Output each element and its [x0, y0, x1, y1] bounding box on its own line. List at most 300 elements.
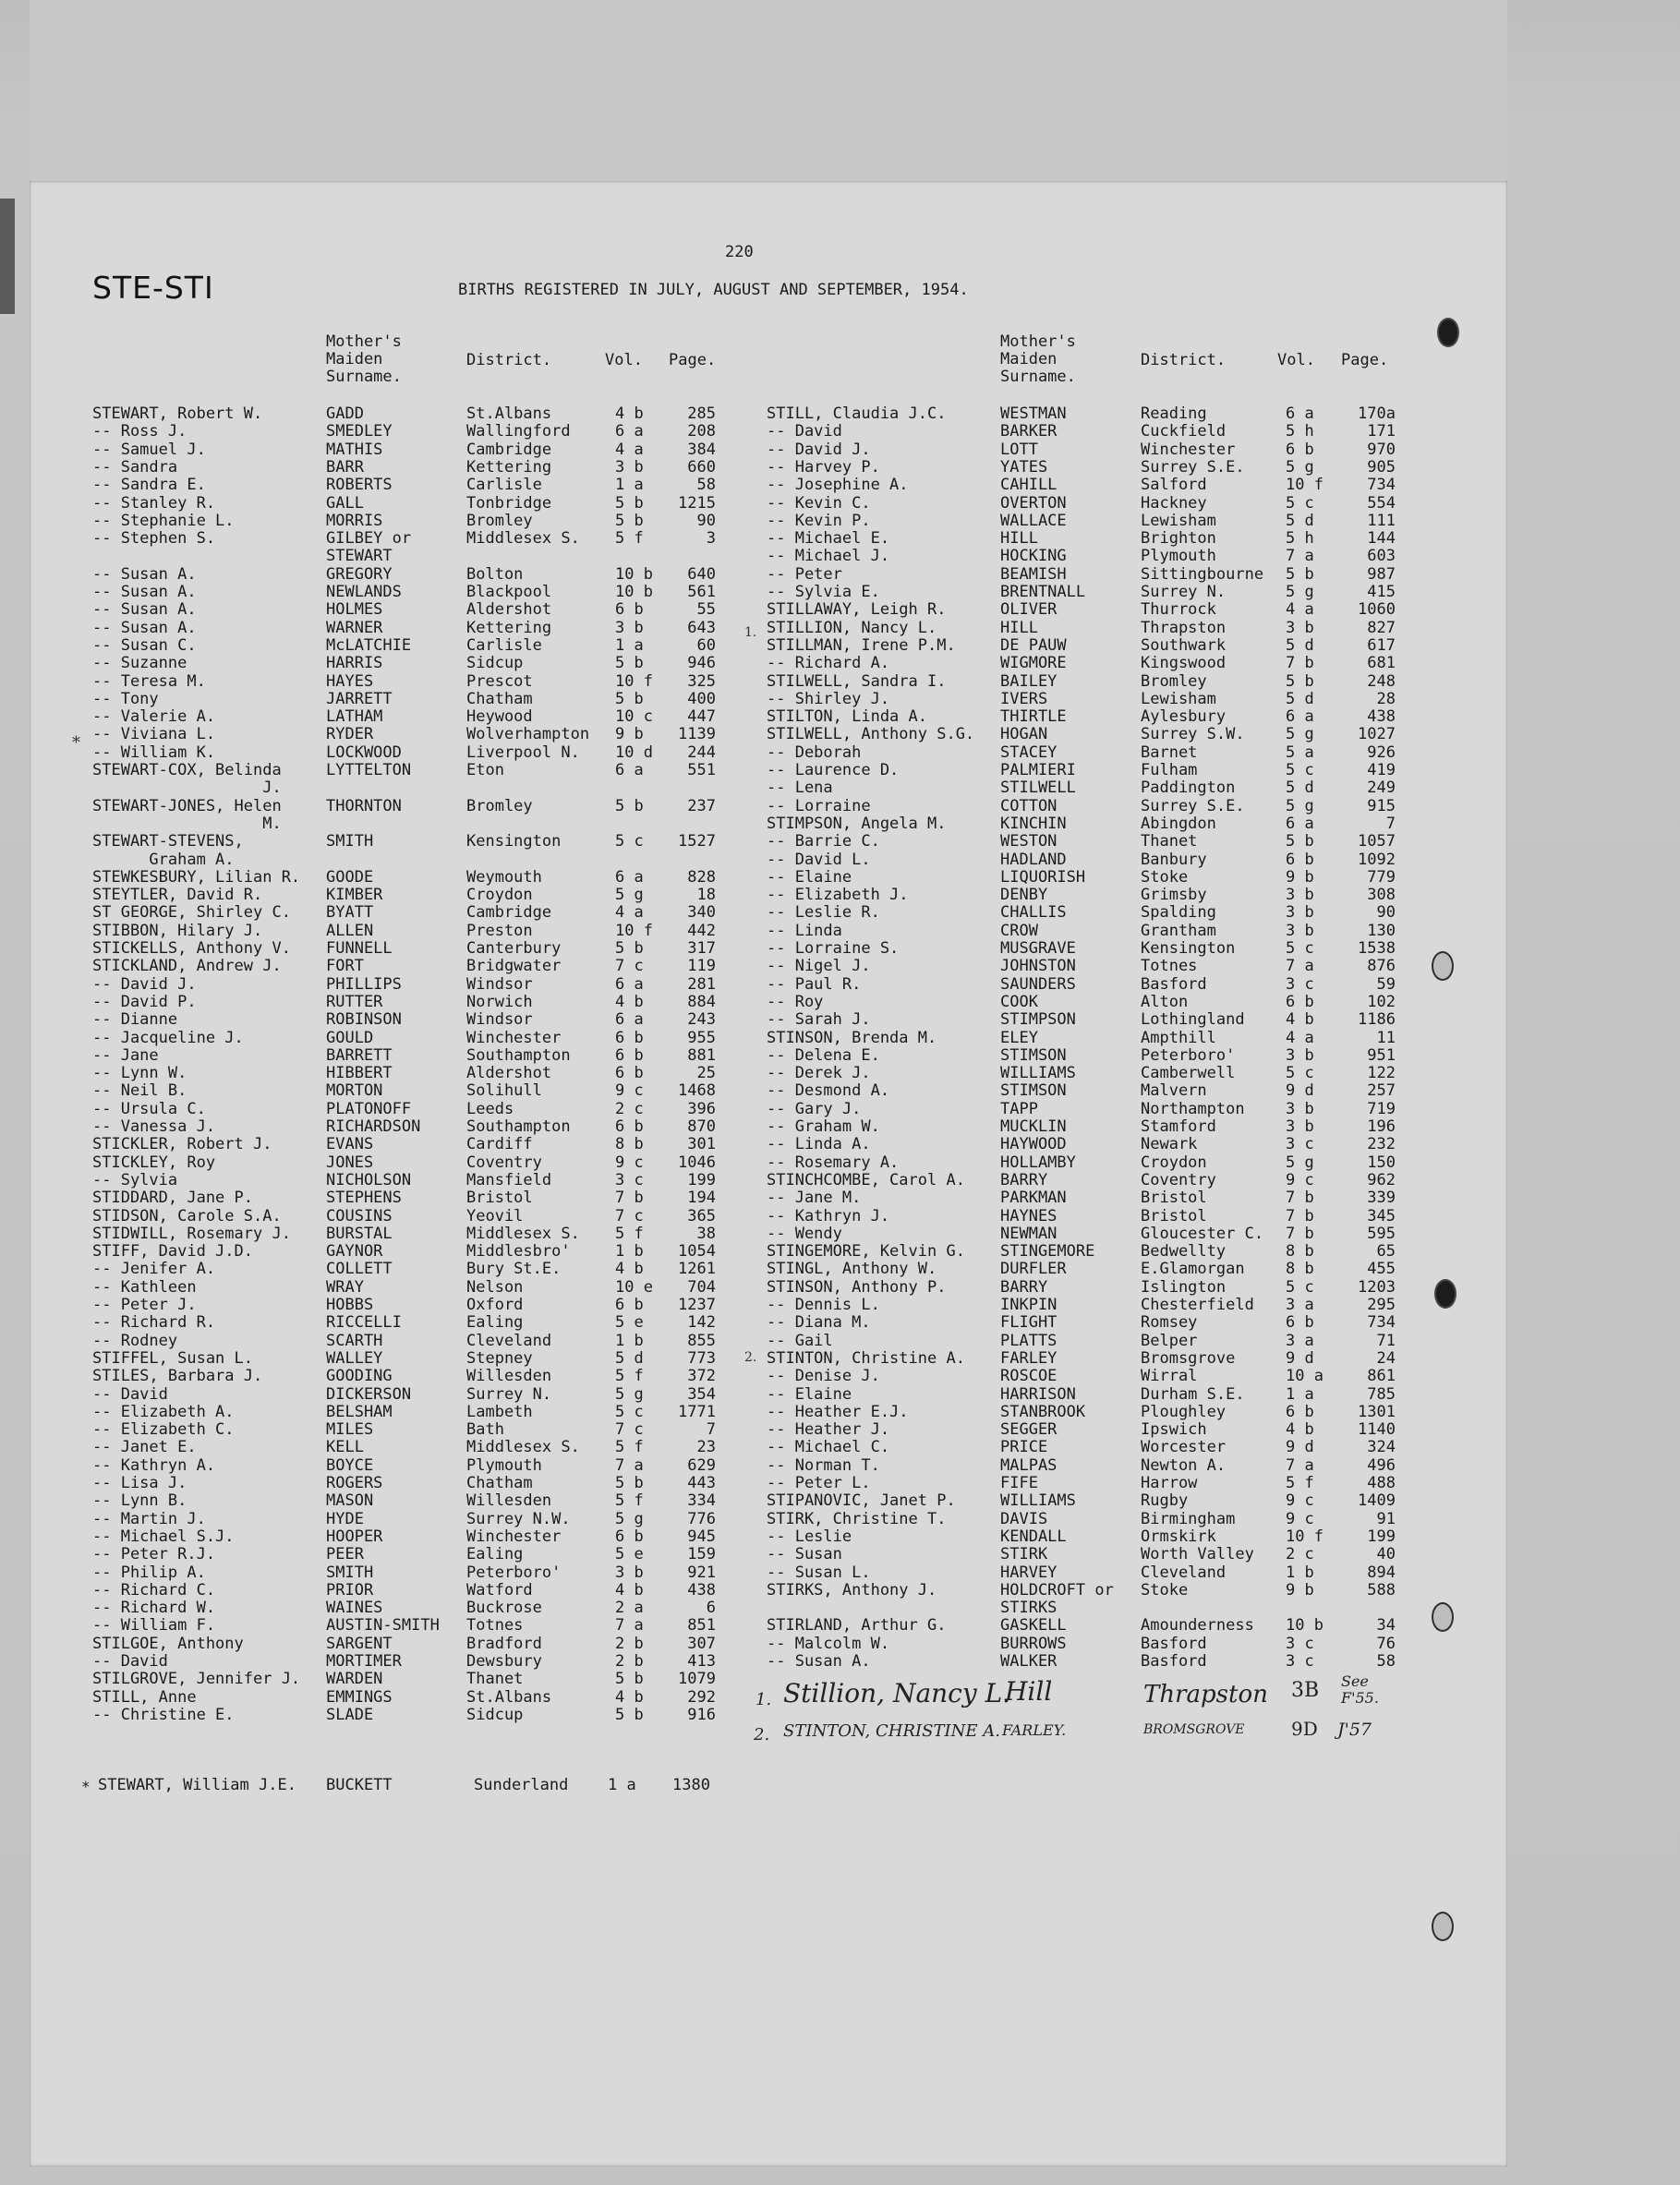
- entry-mother: COTTON: [1000, 797, 1058, 815]
- entry-district: Middlesex S.: [466, 1438, 580, 1456]
- entry-name: -- Paul R.: [767, 975, 862, 994]
- entry-mother: RYDER: [326, 725, 374, 743]
- entry-mother: BEAMISH: [1000, 565, 1067, 584]
- entry-name: STEWART-COX, Belinda: [92, 761, 282, 779]
- entry-mother: RICHARDSON: [326, 1117, 421, 1136]
- entry-district: Basford: [1141, 975, 1207, 994]
- entry-page: 415: [1367, 583, 1396, 601]
- entry-name: -- David P.: [92, 993, 197, 1011]
- entry-mother: HOGAN: [1000, 725, 1048, 743]
- footnote-district: Sunderland: [474, 1776, 569, 1794]
- entry-vol: 5 b: [615, 939, 644, 958]
- entry-district: Cardiff: [466, 1135, 533, 1153]
- entry-district: Ormskirk: [1141, 1527, 1216, 1546]
- entry-district: Surrey N.: [466, 1385, 552, 1404]
- entry-vol: 6 b: [1286, 851, 1314, 869]
- entry-mother: STIRKS: [1000, 1599, 1058, 1617]
- entry-vol: 4 b: [615, 404, 644, 423]
- entry-name: -- Lynn W.: [92, 1064, 187, 1082]
- entry-district: Sittingbourne: [1141, 565, 1264, 584]
- entry-mother: PHILLIPS: [326, 975, 402, 994]
- entry-vol: 5 d: [1286, 690, 1314, 708]
- entry-page: 199: [1367, 1527, 1396, 1546]
- page-title: BIRTHS REGISTERED IN JULY, AUGUST AND SEPTEMBER, 1954.: [458, 281, 969, 299]
- entry-mother: STEPHENS: [326, 1189, 402, 1207]
- entry-vol: 10 e: [615, 1278, 653, 1297]
- header-page: Page.: [1341, 351, 1389, 369]
- entry-district: Kensington: [1141, 939, 1236, 958]
- entry-mother: AUSTIN-SMITH: [326, 1616, 440, 1635]
- entry-name: -- David: [767, 422, 842, 441]
- entry-mother: HARRIS: [326, 654, 383, 672]
- entry-district: Northampton: [1141, 1100, 1245, 1118]
- entry-page: 60: [696, 636, 716, 655]
- entry-mother: STILWELL: [1000, 779, 1076, 797]
- entry-mother: STIMSON: [1000, 1081, 1067, 1100]
- entry-district: Solihull: [466, 1081, 542, 1100]
- entry-name: -- Valerie A.: [92, 707, 216, 726]
- entry-name: -- Peter: [767, 565, 842, 584]
- entry-mother: MORRIS: [326, 512, 383, 530]
- entry-district: Oxford: [466, 1296, 524, 1314]
- entry-name: -- Michael S.J.: [92, 1527, 235, 1546]
- entry-mother: DE PAUW: [1000, 636, 1067, 655]
- entry-mother: STIMPSON: [1000, 1010, 1076, 1029]
- entry-name: -- Wendy: [767, 1225, 842, 1243]
- entry-district: Camberwell: [1141, 1064, 1236, 1082]
- entry-vol: 7 a: [615, 1616, 644, 1635]
- entry-vol: 10 f: [1286, 1527, 1323, 1546]
- entry-mother: BURROWS: [1000, 1635, 1067, 1653]
- entry-name: -- Gail: [767, 1332, 833, 1350]
- entry-name: -- Lorraine S.: [767, 939, 900, 958]
- entry-name: STILTON, Linda A.: [767, 707, 927, 726]
- entry-vol: 10 b: [1286, 1616, 1323, 1635]
- entry-mother: HOCKING: [1000, 547, 1067, 565]
- entry-mother: STEWART: [326, 547, 393, 565]
- entry-mother: ELEY: [1000, 1029, 1038, 1047]
- entry-page: 855: [687, 1332, 716, 1350]
- entry-name: STIPANOVIC, Janet P.: [767, 1491, 956, 1510]
- footnote-vol: 1 a: [608, 1776, 636, 1794]
- entry-district: Kingswood: [1141, 654, 1227, 672]
- entry-page: 3: [706, 529, 716, 548]
- entry-district: Bridgwater: [466, 957, 562, 975]
- entry-district: Heywood: [466, 707, 533, 726]
- entry-name: -- Stephanie L.: [92, 512, 235, 530]
- entry-page: 281: [687, 975, 716, 994]
- entry-page: 603: [1367, 547, 1396, 565]
- hw-name: STINTON, CHRISTINE A.: [783, 1721, 1000, 1741]
- entry-vol: 2 c: [1286, 1545, 1314, 1563]
- entry-page: 905: [1367, 458, 1396, 477]
- entry-mother: TAPP: [1000, 1100, 1038, 1118]
- entry-vol: 8 b: [1286, 1260, 1314, 1278]
- entry-vol: 5 c: [1286, 494, 1314, 513]
- entry-name: -- Susan A.: [767, 1652, 871, 1671]
- entry-district: Kettering: [466, 458, 552, 477]
- entry-district: Stoke: [1141, 868, 1189, 887]
- entry-mother: PEER: [326, 1545, 364, 1563]
- footnote-page: 1380: [672, 1776, 710, 1794]
- entry-district: Surrey N.: [1141, 583, 1227, 601]
- entry-mother: HOBBS: [326, 1296, 374, 1314]
- entry-page: 704: [687, 1278, 716, 1297]
- entry-page: 58: [1376, 1652, 1396, 1671]
- entry-mother: WARNER: [326, 619, 383, 637]
- entry-vol: 6 a: [1286, 815, 1314, 833]
- entry-vol: 5 e: [615, 1545, 644, 1563]
- entry-district: Cleveland: [1141, 1563, 1227, 1582]
- entry-mother: CHALLIS: [1000, 903, 1067, 922]
- entry-district: Winchester: [466, 1029, 562, 1047]
- entry-mother: YATES: [1000, 458, 1048, 477]
- entry-page: 588: [1367, 1581, 1396, 1600]
- entry-name: -- Linda: [767, 922, 842, 940]
- entry-name: -- Sandra E.: [92, 476, 206, 494]
- entry-vol: 7 a: [1286, 1456, 1314, 1475]
- header-district: District.: [466, 351, 552, 369]
- entry-name: -- Susan A.: [92, 565, 197, 584]
- entry-district: Windsor: [466, 1010, 533, 1029]
- entry-page: 111: [1367, 512, 1396, 530]
- entry-vol: 5 d: [1286, 779, 1314, 797]
- entry-mother: BRENTNALL: [1000, 583, 1086, 601]
- entry-district: Malvern: [1141, 1081, 1207, 1100]
- entry-vol: 10 b: [615, 583, 653, 601]
- entry-mother: HADLAND: [1000, 851, 1067, 869]
- entry-mother: FARLEY: [1000, 1349, 1058, 1368]
- entry-district: Cleveland: [466, 1332, 552, 1350]
- entry-vol: 9 c: [615, 1153, 644, 1172]
- entry-mother: SCARTH: [326, 1332, 383, 1350]
- entry-page: 861: [1367, 1367, 1396, 1385]
- entry-name: STIDDARD, Jane P.: [92, 1189, 253, 1207]
- entry-district: Abingdon: [1141, 815, 1216, 833]
- entry-name: STINGEMORE, Kelvin G.: [767, 1242, 965, 1261]
- entry-mother: HOOPER: [326, 1527, 383, 1546]
- entry-page: 372: [687, 1367, 716, 1385]
- entry-page: 455: [1367, 1260, 1396, 1278]
- entry-page: 945: [687, 1527, 716, 1546]
- entry-page: 1057: [1358, 832, 1396, 851]
- entry-vol: 9 c: [615, 1081, 644, 1100]
- entry-name: J.: [92, 779, 282, 797]
- entry-page: 170a: [1358, 404, 1396, 423]
- entry-vol: 5 b: [615, 512, 644, 530]
- entry-name: STINSON, Brenda M.: [767, 1029, 937, 1047]
- entry-district: Ipswich: [1141, 1420, 1207, 1439]
- entry-district: Spalding: [1141, 903, 1216, 922]
- entry-district: Rugby: [1141, 1491, 1189, 1510]
- entry-mother: PRICE: [1000, 1438, 1048, 1456]
- entry-mother: RICCELLI: [326, 1313, 402, 1332]
- entry-mother: RUTTER: [326, 993, 383, 1011]
- entry-name: STEWKESBURY, Lilian R.: [92, 868, 301, 887]
- entry-district: Amounderness: [1141, 1616, 1254, 1635]
- entry-vol: 3 b: [1286, 1117, 1314, 1136]
- entry-mother: IVERS: [1000, 690, 1048, 708]
- entry-mother: MATHIS: [326, 441, 383, 459]
- entry-district: Cambridge: [466, 903, 552, 922]
- entry-district: Aylesbury: [1141, 707, 1227, 726]
- entry-district: Canterbury: [466, 939, 562, 958]
- entry-district: Bristol: [1141, 1189, 1207, 1207]
- hw-mother: FARLEY.: [1002, 1721, 1067, 1739]
- entry-name: STICKLAND, Andrew J.: [92, 957, 282, 975]
- entry-mother: GOODE: [326, 868, 374, 887]
- entry-district: Grantham: [1141, 922, 1216, 940]
- entry-district: Fulham: [1141, 761, 1198, 779]
- entry-page: 7: [1385, 815, 1396, 833]
- entry-mother: STINGEMORE: [1000, 1242, 1095, 1261]
- entry-vol: 5 c: [615, 832, 644, 851]
- entry-vol: 4 a: [615, 903, 644, 922]
- entry-district: Bedwellty: [1141, 1242, 1227, 1261]
- entry-mother: OVERTON: [1000, 494, 1067, 513]
- entry-page: 785: [1367, 1385, 1396, 1404]
- entry-page: 1046: [678, 1153, 716, 1172]
- entry-page: 1060: [1358, 600, 1396, 619]
- entry-page: 244: [687, 743, 716, 762]
- entry-page: 292: [687, 1688, 716, 1707]
- entry-district: Brighton: [1141, 529, 1216, 548]
- entry-district: Bury St.E.: [466, 1260, 562, 1278]
- entry-page: 144: [1367, 529, 1396, 548]
- entry-vol: 6 b: [615, 1029, 644, 1047]
- entry-district: Lewisham: [1141, 512, 1216, 530]
- entry-district: Stamford: [1141, 1117, 1216, 1136]
- entry-mother: STANBROOK: [1000, 1403, 1086, 1421]
- entry-mother: COUSINS: [326, 1207, 393, 1225]
- entry-mother: STIMSON: [1000, 1046, 1067, 1065]
- entry-vol: 7 c: [615, 1420, 644, 1439]
- entry-name: -- Diana M.: [767, 1313, 871, 1332]
- entry-vol: 5 b: [1286, 672, 1314, 691]
- entry-district: Surrey N.W.: [466, 1510, 571, 1528]
- entry-name: -- Peter J.: [92, 1296, 197, 1314]
- entry-name: -- Kevin C.: [767, 494, 871, 513]
- entry-district: Cambridge: [466, 441, 552, 459]
- entry-district: Bolton: [466, 565, 524, 584]
- entry-district: Basford: [1141, 1635, 1207, 1653]
- entry-name: M.: [92, 815, 282, 833]
- entry-page: 640: [687, 565, 716, 584]
- entry-name: -- William K.: [92, 743, 216, 762]
- footnote-marker: *: [81, 1778, 91, 1795]
- entry-page: 1140: [1358, 1420, 1396, 1439]
- entry-page: 307: [687, 1635, 716, 1653]
- entry-vol: 2 b: [615, 1635, 644, 1653]
- entry-page: 554: [1367, 494, 1396, 513]
- entry-name: -- Jacqueline J.: [92, 1029, 244, 1047]
- entry-mother: LYTTELTON: [326, 761, 412, 779]
- entry-district: Lewisham: [1141, 690, 1216, 708]
- entry-district: Ploughley: [1141, 1403, 1227, 1421]
- entry-vol: 9 c: [1286, 1510, 1314, 1528]
- entry-vol: 1 b: [615, 1332, 644, 1350]
- entry-name: -- Teresa M.: [92, 672, 206, 691]
- entry-vol: 3 b: [615, 458, 644, 477]
- entry-district: Totnes: [466, 1616, 524, 1635]
- entry-district: Harrow: [1141, 1474, 1198, 1492]
- entry-page: 413: [687, 1652, 716, 1671]
- entry-district: Bromsgrove: [1141, 1349, 1236, 1368]
- entry-district: Stepney: [466, 1349, 533, 1368]
- entry-vol: 10 c: [615, 707, 653, 726]
- entry-page: 719: [1367, 1100, 1396, 1118]
- punch-hole: [1432, 1912, 1454, 1941]
- entry-mother: BARR: [326, 458, 364, 477]
- entry-vol: 3 c: [1286, 1135, 1314, 1153]
- entry-name: -- Kathryn J.: [767, 1207, 890, 1225]
- entry-vol: 6 a: [1286, 404, 1314, 423]
- entry-name: -- Lena: [767, 779, 833, 797]
- entry-vol: 3 b: [1286, 886, 1314, 904]
- punch-hole: [1432, 1602, 1454, 1632]
- entry-vol: 3 b: [1286, 922, 1314, 940]
- entry-vol: 5 d: [1286, 512, 1314, 530]
- entry-name: -- Jane: [92, 1046, 159, 1065]
- entry-name: -- Gary J.: [767, 1100, 862, 1118]
- entry-vol: 5 c: [1286, 761, 1314, 779]
- entry-mother: WALLACE: [1000, 512, 1067, 530]
- entry-mother: MALPAS: [1000, 1456, 1058, 1475]
- entry-page: 308: [1367, 886, 1396, 904]
- entry-name: ST GEORGE, Shirley C.: [92, 903, 291, 922]
- entry-vol: 1 b: [615, 1242, 644, 1261]
- entry-page: 90: [1376, 903, 1396, 922]
- entry-district: Yeovil: [466, 1207, 524, 1225]
- entry-vol: 3 b: [1286, 1046, 1314, 1065]
- entry-vol: 6 a: [615, 422, 644, 441]
- entry-vol: 5 g: [1286, 583, 1314, 601]
- entry-name: -- Kathryn A.: [92, 1456, 216, 1475]
- entry-name: -- Kevin P.: [767, 512, 871, 530]
- entry-name: -- Vanessa J.: [92, 1117, 216, 1136]
- entry-page: 354: [687, 1385, 716, 1404]
- entry-mother: BAILEY: [1000, 672, 1058, 691]
- entry-vol: 6 b: [615, 600, 644, 619]
- entry-page: 1468: [678, 1081, 716, 1100]
- entry-mother: ALLEN: [326, 922, 374, 940]
- entry-name: STILGROVE, Jennifer J.: [92, 1670, 301, 1688]
- entry-name: STIRK, Christine T.: [767, 1510, 947, 1528]
- entry-name: -- Susan A.: [92, 600, 197, 619]
- scan-edge: [0, 199, 15, 314]
- entry-page: 419: [1367, 761, 1396, 779]
- entry-name: -- David J.: [767, 441, 871, 459]
- entry-vol: 9 c: [1286, 1491, 1314, 1510]
- entry-mother: BURSTAL: [326, 1225, 393, 1243]
- entry-page: 130: [1367, 922, 1396, 940]
- entry-name: -- Martin J.: [92, 1510, 206, 1528]
- entry-mother: JARRETT: [326, 690, 393, 708]
- entry-page: 1186: [1358, 1010, 1396, 1029]
- entry-district: Cuckfield: [1141, 422, 1227, 441]
- entry-vol: 8 b: [1286, 1242, 1314, 1261]
- entry-vol: 3 a: [1286, 1296, 1314, 1314]
- entry-vol: 5 g: [615, 1385, 644, 1404]
- entry-vol: 7 b: [1286, 1225, 1314, 1243]
- entry-district: Carlisle: [466, 476, 542, 494]
- page-top-margin: [30, 0, 1507, 185]
- margin-mark: 1.: [744, 625, 757, 640]
- entry-page: 773: [687, 1349, 716, 1368]
- entry-mother: WALLEY: [326, 1349, 383, 1368]
- entry-mother: BELSHAM: [326, 1403, 393, 1421]
- entry-name: STILGOE, Anthony: [92, 1635, 244, 1653]
- hw-mother: Hill: [1005, 1676, 1053, 1707]
- entry-mother: CAHILL: [1000, 476, 1058, 494]
- entry-vol: 5 c: [1286, 939, 1314, 958]
- entry-vol: 2 b: [615, 1652, 644, 1671]
- entry-page: 196: [1367, 1117, 1396, 1136]
- entry-page: 1261: [678, 1260, 716, 1278]
- entry-page: 248: [1367, 672, 1396, 691]
- entry-name: -- Richard C.: [92, 1581, 216, 1600]
- entry-mother: ROBERTS: [326, 476, 393, 494]
- entry-district: Chatham: [466, 1474, 533, 1492]
- entry-name: -- Michael C.: [767, 1438, 890, 1456]
- entry-page: 881: [687, 1046, 716, 1065]
- hw-district: Thrapston: [1143, 1681, 1268, 1708]
- header-district: District.: [1141, 351, 1227, 369]
- margin-star: *: [72, 733, 80, 753]
- entry-page: 955: [687, 1029, 716, 1047]
- entry-district: Islington: [1141, 1278, 1227, 1297]
- entry-page: 962: [1367, 1171, 1396, 1189]
- entry-mother: FLIGHT: [1000, 1313, 1058, 1332]
- entry-page: 384: [687, 441, 716, 459]
- entry-mother: EVANS: [326, 1135, 374, 1153]
- entry-page: 921: [687, 1563, 716, 1582]
- entry-district: Southampton: [466, 1117, 571, 1136]
- entry-district: Sidcup: [466, 654, 524, 672]
- entry-district: Gloucester C.: [1141, 1225, 1264, 1243]
- entry-vol: 5 f: [615, 1438, 644, 1456]
- entry-vol: 7 a: [615, 1456, 644, 1475]
- entry-page: 443: [687, 1474, 716, 1492]
- entry-name: -- Derek J.: [767, 1064, 871, 1082]
- entry-page: 23: [696, 1438, 716, 1456]
- entry-mother: GASKELL: [1000, 1616, 1067, 1635]
- entry-district: Surrey S.W.: [1141, 725, 1245, 743]
- entry-district: Stoke: [1141, 1581, 1189, 1600]
- entry-district: Middlesbro': [466, 1242, 571, 1261]
- entry-page: 447: [687, 707, 716, 726]
- entry-district: Aldershot: [466, 600, 552, 619]
- entry-name: -- Sylvia E.: [767, 583, 880, 601]
- entry-name: -- Stanley R.: [92, 494, 216, 513]
- entry-name: STIDWILL, Rosemary J.: [92, 1225, 291, 1243]
- entry-page: 243: [687, 1010, 716, 1029]
- entry-name: -- Elizabeth C.: [92, 1420, 235, 1439]
- entry-mother: GAYNOR: [326, 1242, 383, 1261]
- entry-district: Coventry: [1141, 1171, 1216, 1189]
- entry-district: Worcester: [1141, 1438, 1227, 1456]
- entry-vol: 4 b: [615, 1688, 644, 1707]
- entry-name: STILLION, Nancy L.: [767, 619, 937, 637]
- entry-name: -- Graham W.: [767, 1117, 880, 1136]
- entry-name: -- Ursula C.: [92, 1100, 206, 1118]
- entry-district: Reading: [1141, 404, 1207, 423]
- entry-page: 317: [687, 939, 716, 958]
- entry-mother: EMMINGS: [326, 1688, 393, 1707]
- entry-name: -- Sandra: [92, 458, 178, 477]
- entry-mother: LOTT: [1000, 441, 1038, 459]
- entry-name: STIFF, David J.D.: [92, 1242, 253, 1261]
